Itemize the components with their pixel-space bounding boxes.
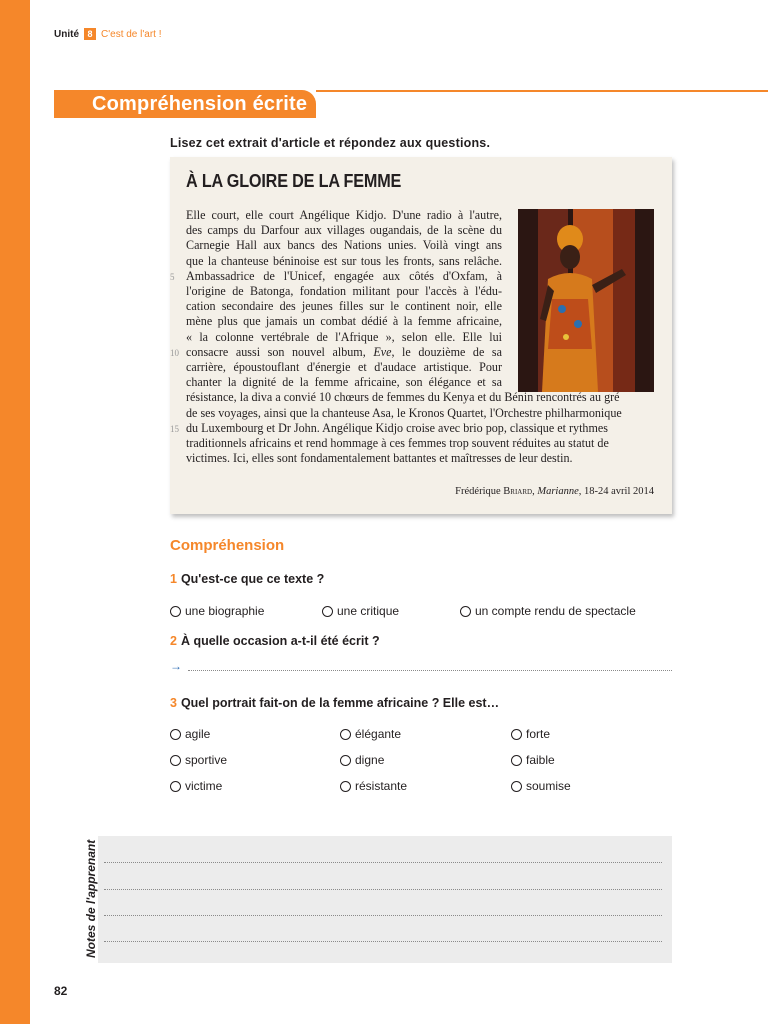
q3-option-soumise[interactable]	[511, 779, 571, 793]
radio-button[interactable]	[340, 729, 351, 740]
option-label: faible	[526, 753, 555, 767]
radio-button[interactable]	[170, 755, 181, 766]
source-date: , 18-24 avril 2014	[578, 486, 654, 497]
question-1	[170, 572, 324, 586]
question-2	[170, 634, 380, 648]
q3-option-victime[interactable]	[170, 779, 222, 793]
article-line: cation secondaire des jeunes filles sur le continent noir, elle	[186, 299, 502, 314]
unit-title: C'est de l'art !	[101, 28, 162, 40]
answer-dotted-line[interactable]	[188, 670, 672, 671]
option-label: soumise	[526, 779, 571, 793]
article-source	[455, 486, 654, 497]
arrow-right-icon: →	[170, 659, 182, 673]
article-line: victimes. Ici, elles sont fondamentalement battantes et maîtresses de leur destin.	[186, 451, 573, 466]
article-line-text: du Luxembourg et Dr John. Angélique Kidjo croise avec brio pop, classique et rythmes	[186, 420, 608, 435]
source-separator: ,	[532, 486, 538, 497]
option-label: un compte rendu de spectacle	[475, 604, 636, 618]
article-line: carrière, époustouflant d'énergie et d'audace artistique. Pour	[186, 360, 502, 375]
article-line	[170, 344, 502, 360]
radio-button[interactable]	[511, 729, 522, 740]
left-margin-strip	[0, 0, 30, 1024]
comprehension-heading: Compréhension	[170, 537, 285, 554]
article-line-text: Ambassadrice de l'Unicef, engagée aux côtés d'Oxfam, à	[186, 268, 502, 283]
notes-line[interactable]	[104, 862, 662, 863]
option-label: forte	[526, 727, 551, 741]
q3-option-digne[interactable]	[340, 753, 384, 767]
article-body	[170, 208, 656, 466]
source-publication: Marianne	[537, 486, 579, 497]
q2-answer-line[interactable]	[170, 659, 672, 674]
section-divider	[316, 90, 768, 92]
radio-button[interactable]	[511, 755, 522, 766]
radio-button[interactable]	[170, 606, 181, 617]
instruction-text: Lisez cet extrait d'article et répondez aux questions.	[170, 136, 491, 150]
option-label: élégante	[355, 727, 402, 741]
notes-line[interactable]	[104, 915, 662, 916]
notes-line[interactable]	[104, 889, 662, 890]
article-line: Elle court, elle court Angélique Kidjo. D'une radio à l'autre,	[186, 208, 502, 222]
source-author-last: Briard	[503, 486, 533, 497]
q3-option-sportive[interactable]	[170, 753, 227, 767]
article-line: « la colonne vertébrale de l'Afrique », selon elle. Elle lui	[186, 329, 502, 344]
line-number: 5	[170, 271, 175, 282]
q3-option-forte[interactable]	[511, 727, 550, 741]
option-label: une critique	[337, 604, 400, 618]
option-label: victime	[185, 779, 223, 793]
q1-option-biographie[interactable]	[170, 604, 264, 618]
article-line	[170, 420, 656, 436]
article-line	[170, 268, 502, 284]
article-title: À LA GLOIRE DE LA FEMME	[186, 171, 402, 191]
article-line: de ses voyages, ainsi que la chanteuse Asa, le Kronos Quartet, l'Orchestre philharmonique	[186, 405, 622, 420]
notes-label: Notes de l'apprenant	[84, 839, 98, 958]
option-label: résistante	[355, 779, 408, 793]
notes-box[interactable]	[98, 836, 672, 963]
radio-button[interactable]	[340, 755, 351, 766]
unit-header	[54, 28, 162, 40]
article-line: Carnegie Hall aux bancs des Nations unies. Voilà vingt ans	[186, 238, 502, 253]
question-number: 1	[170, 572, 177, 586]
article-line: l'origine de Batonga, fondation militant pour l'accès à l'édu-	[186, 284, 502, 299]
unit-label: Unité	[54, 28, 79, 40]
article-line: résistance, la diva a convié 10 chœurs de femmes du Kenya et du Bénin rencontrés au gré	[186, 390, 620, 405]
question-number: 3	[170, 696, 177, 710]
unit-number-badge: 8	[84, 28, 96, 40]
q3-option-agile[interactable]	[170, 727, 210, 741]
article-line-text: , le douzième de sa	[391, 344, 502, 359]
line-number: 10	[170, 347, 179, 358]
option-label: agile	[185, 727, 211, 741]
line-number: 15	[170, 423, 179, 434]
question-number: 2	[170, 634, 177, 648]
q1-option-compte-rendu[interactable]	[460, 604, 636, 618]
option-label: sportive	[185, 753, 228, 767]
option-label: digne	[355, 753, 385, 767]
radio-button[interactable]	[170, 729, 181, 740]
question-text: Quel portrait fait-on de la femme africaine ? Elle est…	[180, 696, 500, 710]
radio-button[interactable]	[511, 781, 522, 792]
article-line: chanter la dignité de la femme africaine, son élégance et sa	[186, 375, 502, 390]
section-title: Compréhension écrite	[92, 93, 308, 115]
page-number: 82	[54, 984, 68, 998]
radio-button[interactable]	[170, 781, 181, 792]
notes-line[interactable]	[104, 941, 662, 942]
question-text: À quelle occasion a-t-il été écrit ?	[180, 634, 380, 648]
article-line: mène plus que jamais un combat dédié à la femme africaine,	[186, 314, 502, 329]
source-author-first: Frédérique	[455, 486, 504, 497]
radio-button[interactable]	[340, 781, 351, 792]
q1-option-critique[interactable]	[322, 604, 399, 618]
article-paragraph	[170, 208, 656, 466]
q3-option-faible[interactable]	[511, 753, 555, 767]
article-line-text: consacre aussi son nouvel album,	[186, 344, 374, 359]
question-3	[170, 696, 499, 710]
article-line: traditionnels africains et rend hommage à ces femmes trop souvent réduites au statut de	[186, 436, 609, 451]
article-line: des camps du Darfour aux villages ougandais, de la scène du	[186, 223, 502, 238]
option-label: une biographie	[185, 604, 265, 618]
radio-button[interactable]	[322, 606, 333, 617]
radio-button[interactable]	[460, 606, 471, 617]
q3-option-resistante[interactable]	[340, 779, 407, 793]
album-title: Eve	[373, 344, 392, 359]
question-text: Qu'est-ce que ce texte ?	[180, 572, 325, 586]
q3-option-elegante[interactable]	[340, 727, 401, 741]
article-line: que la chanteuse béninoise est sur tous les fronts, sans relâche.	[186, 253, 502, 268]
